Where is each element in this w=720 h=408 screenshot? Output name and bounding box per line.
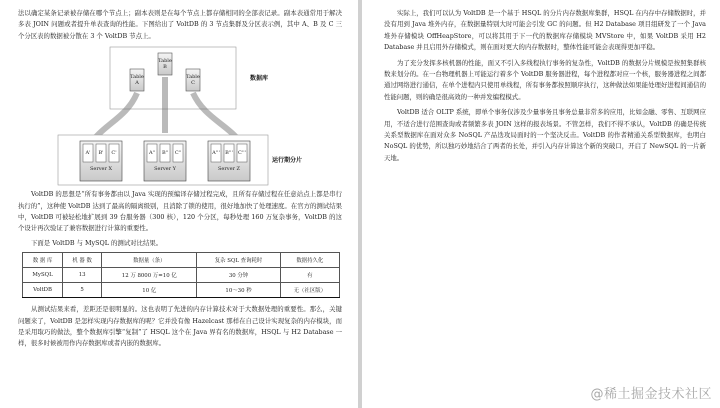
hsql-paragraph: 实际上，我们可以认为 VoltDB 是一个基于 HSQL 的分片内存数据库集群，HSQL 在内存中存储数据时，并没有用到 Java 堆外内存，在数据量特别大时可能会引发 GC 的问题。但 H2 Database 项目组研发了一个 Java 堆外存储模块 OffHeapStore，可以将其用于下一代的数据库存储模块 MVStore 中，如果 VoltDB 采用 H2 Database 并且启用外存储模式，则在面对更大的内存数据时，整体性能可能会表现得更加平稳。: [384, 9, 706, 52]
watermark: @稀土掘金技术社区: [590, 387, 712, 402]
server-y-shape: [144, 141, 186, 181]
server-z-shape: [208, 141, 250, 181]
test-result-paragraph: 从测试结果来看，差距还是很明显的。这也表明了先进的内存计算技术对于大数据处理的重要性。那么，关键问题来了，VoltDB 是怎样实现内存数据库的呢？它并没有像 Hazelcast 那样在自己设计实现复杂的内存模块，而是采用取巧的做法，整个数据库引擎“复制”了 HSQL 这个在 Java 界有名的数据库，HSQL 与 H2 Database 一样，很多时候被用作内存数据库或者内嵌的数据库。: [18, 305, 342, 348]
table-cell: 30 分钟: [197, 268, 280, 283]
multicore-paragraph: 为了充分发挥多核机器的性能，面又不引入多线程执行事务的复杂性，VoltDB 的数据分片规模是按照集群核数来划分的。在一台物理机器上可能运行着多个 VoltDB 服务器进程，每个进程都对应一个核，服务器进程之间都通过网络进行通信，在单个进程内只使用单线程，所有事务都按照顺序执行，这种做法如果能处理好进程间通信的性能问题，则的确是很高效的一种并发编程模式。: [384, 58, 706, 101]
header-records: 数据量（条）: [102, 253, 197, 268]
header-query-time: 复杂 SQL 查询耗时: [197, 253, 280, 268]
table-header-row: [23, 253, 340, 268]
server-y-cell-b: B": [162, 150, 168, 157]
comparison-table: [22, 252, 340, 298]
server-z-cell-a: A''': [212, 150, 220, 157]
table-cell: 10 亿: [102, 283, 197, 298]
table-b-label: Table B: [158, 58, 172, 71]
table-cell: 有: [280, 268, 339, 283]
table-a-label: Table A: [130, 74, 144, 87]
server-x-shape: [80, 141, 122, 181]
server-y-cell-c: C": [174, 150, 182, 157]
header-persistence: 数据持久化: [280, 253, 339, 268]
table-row: [23, 283, 340, 298]
table-cell: 13: [63, 268, 102, 283]
table-cell: MySQL: [23, 268, 63, 283]
runtime-shard-label: 运行期分片: [272, 157, 303, 165]
table-row: [23, 268, 340, 283]
server-y-cell-a: A": [149, 150, 155, 157]
left-page: [0, 0, 358, 408]
server-x-name: Server X: [89, 166, 113, 173]
server-x-cell-b: B': [98, 150, 104, 157]
table-cell: 12 万 8000 万=10 亿: [102, 268, 197, 283]
database-label: 数据库: [250, 75, 269, 83]
table-c-label: Table C: [186, 74, 200, 87]
header-database: 数 据 库: [23, 253, 63, 268]
oltp-paragraph: VoltDB 适合 OLTP 系统，即单个事务仅涉及少量事务且事务总量非常多的应用，比如金融、零售、互联网应用，不适合进行范围查询或者频繁多表 JOIN 这样的报表场景。不管怎样，我们不得不承认，VoltDB 的确是传统关系型数据库在面对众多 NoSQL 产品迭攻局面时的一个坚决反击。VoltDB 的作者精通关系型数据库，也明白 NoSQL 的优势，所以独巧妙地结合了两者的长处，并引入内存计算这个新的突破口，开启了 NewSQL 的一片新天地。: [384, 108, 706, 162]
voltdb-design-paragraph: VoltDB 的思想是“所有事务都由以 Java 实现的预编译存储过程完成，且所有存储过程在任意站点上都是串行执行的”，这种使 VoltDB 达到了最高的隔离级别，且消除了锁的使用，很好地加快了处理速度。在官方的测试结果中，VoltDB 可被轻松地扩展到 39 台服务器（300 核），120 个分区，每秒处理 160 万复杂事务，VoltDB 的这个设计再次验证了兼容数据进行计算的重要性。: [18, 190, 342, 233]
right-page: [362, 0, 720, 408]
table-cell: 无（社区版）: [280, 283, 339, 298]
table-cell: 10～30 秒: [197, 283, 280, 298]
intro-paragraph: 法以确定某条记录被存储在哪个节点上；副本表则是在每个节点上都存储相同的全部表记录。副本表通常用于解决多表 JOIN 问题或者提升单表查询的性能。下图给出了 VoltDB 的 3 节点集群及分区表示例，其中 A、B 及 C 三个分区表的数据被分散在 3 个 VoltDB 节点上。: [18, 9, 342, 40]
table-intro: 下面是 VoltDB 与 MySQL 的测试对比结果。: [31, 238, 163, 247]
voltdb-cluster-diagram: [18, 45, 342, 187]
server-z-cell-b: B''': [225, 150, 233, 157]
server-x-cell-c: C': [111, 150, 117, 157]
table-cell: 5: [63, 283, 102, 298]
server-z-name: Server Z: [217, 166, 240, 173]
server-z-cell-c: C''': [238, 150, 246, 157]
server-y-name: Server Y: [154, 166, 176, 173]
table-cell: VoltDB: [23, 283, 63, 298]
header-machines: 机 器 数: [63, 253, 102, 268]
server-x-cell-a: A': [85, 150, 91, 157]
